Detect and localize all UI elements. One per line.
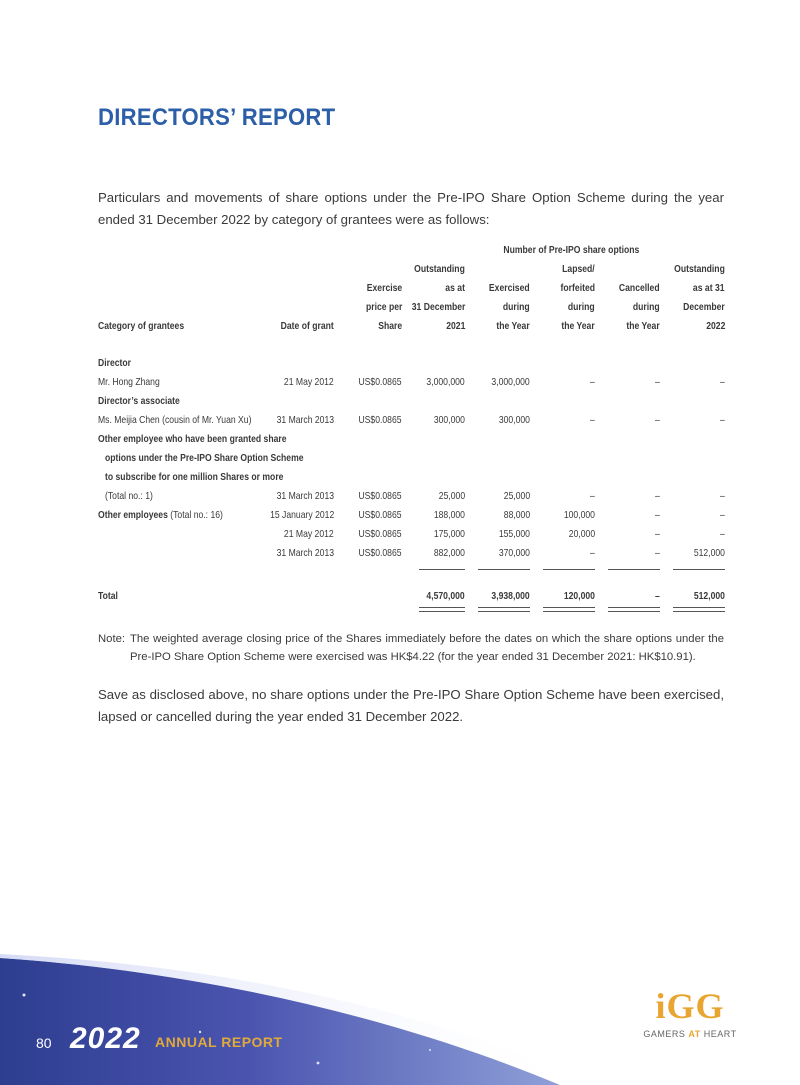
outstanding-end-value: – bbox=[720, 490, 725, 502]
exercise-price: US$0.0865 bbox=[358, 376, 402, 388]
header-cancelled: during bbox=[633, 301, 660, 313]
header-cancelled: the Year bbox=[626, 320, 660, 332]
grant-date: 31 March 2013 bbox=[276, 490, 334, 502]
section-row bbox=[98, 357, 725, 376]
tagline-part: GAMERS bbox=[643, 1029, 689, 1039]
cancelled-value: – bbox=[655, 547, 660, 559]
table-row bbox=[98, 414, 725, 433]
cancelled-value: – bbox=[655, 376, 660, 388]
table-row bbox=[98, 376, 725, 395]
outstanding-end-value: 512,000 bbox=[693, 547, 725, 559]
closing-paragraph: Save as disclosed above, no share options under the Pre-IPO Share Option Scheme have been exercised, lapsed or cancelled during the year ended 31 December 2022. bbox=[98, 687, 724, 724]
total-outstanding-end: 512,000 bbox=[693, 590, 725, 602]
grantee-name: (Total no.: 1) bbox=[105, 490, 153, 502]
logo-wordmark: iGG bbox=[655, 986, 725, 1026]
section-other-employees: Other employees bbox=[98, 509, 168, 521]
outstanding-start-value: 175,000 bbox=[433, 528, 465, 540]
outstanding-start-value: 188,000 bbox=[433, 509, 465, 521]
lapsed-value: 20,000 bbox=[568, 528, 595, 540]
cancelled-value: – bbox=[655, 509, 660, 521]
header-exercised: Exercised bbox=[489, 282, 530, 294]
total-outstanding-start: 4,570,000 bbox=[426, 590, 465, 602]
igg-logo bbox=[638, 985, 742, 1045]
exercise-price: US$0.0865 bbox=[358, 490, 402, 502]
section-director: Director bbox=[98, 357, 132, 369]
exercised-value: 300,000 bbox=[498, 414, 530, 426]
section-director-associate: Director’s associate bbox=[98, 395, 180, 407]
total-double-rule bbox=[608, 607, 660, 612]
lapsed-value: – bbox=[590, 490, 595, 502]
outstanding-end-value: – bbox=[720, 414, 725, 426]
header-lapsed: Lapsed/ bbox=[562, 263, 595, 275]
section-row bbox=[98, 452, 725, 471]
subtotal-rule bbox=[478, 569, 530, 570]
exercised-value: 155,000 bbox=[498, 528, 530, 540]
table-row bbox=[98, 509, 725, 528]
exercise-price: US$0.0865 bbox=[358, 547, 402, 559]
grantee-name: Ms. Meijia Chen (cousin of Mr. Yuan Xu) bbox=[98, 414, 252, 426]
header-outstanding-start: Outstanding bbox=[414, 263, 465, 275]
note-label: Note: bbox=[98, 633, 126, 645]
table-row bbox=[98, 490, 725, 509]
total-double-rule bbox=[543, 607, 595, 612]
group-header: Number of Pre-IPO share options bbox=[503, 244, 640, 256]
header-lapsed: the Year bbox=[561, 320, 595, 332]
header-outstanding-end: December bbox=[683, 301, 725, 313]
exercise-price: US$0.0865 bbox=[358, 414, 402, 426]
grant-date: 21 May 2012 bbox=[284, 376, 334, 388]
exercised-value: 88,000 bbox=[503, 509, 530, 521]
exercised-value: 3,000,000 bbox=[491, 376, 530, 388]
grant-date: 21 May 2012 bbox=[284, 528, 334, 540]
header-category: Category of grantees bbox=[98, 320, 185, 332]
outstanding-end-value: – bbox=[720, 528, 725, 540]
total-double-rule bbox=[478, 607, 530, 612]
header-row-3 bbox=[98, 301, 725, 320]
exercised-value: 25,000 bbox=[503, 490, 530, 502]
section-other-employee: Other employee who have been granted share bbox=[98, 433, 287, 445]
header-exercised: during bbox=[503, 301, 530, 313]
lapsed-value: – bbox=[590, 547, 595, 559]
header-outstanding-start: 2021 bbox=[445, 320, 465, 332]
grant-date: 31 March 2013 bbox=[276, 414, 334, 426]
header-price: Exercise bbox=[366, 282, 402, 294]
group-header-row bbox=[98, 244, 725, 263]
subtotal-rule bbox=[608, 569, 660, 570]
total-lapsed: 120,000 bbox=[563, 590, 595, 602]
subtotal-rule bbox=[419, 569, 465, 570]
lapsed-value: 100,000 bbox=[563, 509, 595, 521]
cancelled-value: – bbox=[655, 414, 660, 426]
header-price: Share bbox=[378, 320, 402, 332]
exercised-value: 370,000 bbox=[498, 547, 530, 559]
page-number: 80 bbox=[36, 1035, 52, 1051]
report-year: 2022 bbox=[70, 1022, 141, 1055]
report-label: ANNUAL REPORT bbox=[155, 1034, 283, 1050]
tagline-part: HEART bbox=[700, 1029, 737, 1039]
header-row-4 bbox=[98, 320, 725, 339]
total-exercised: 3,938,000 bbox=[491, 590, 530, 602]
lapsed-value: – bbox=[590, 414, 595, 426]
header-outstanding-end: 2022 bbox=[705, 320, 725, 332]
lapsed-value: – bbox=[590, 376, 595, 388]
total-label: Total bbox=[98, 590, 118, 602]
cancelled-value: – bbox=[655, 528, 660, 540]
header-row-1 bbox=[98, 263, 725, 282]
header-lapsed: forfeited bbox=[560, 282, 595, 294]
header-lapsed: during bbox=[568, 301, 595, 313]
header-cancelled: Cancelled bbox=[619, 282, 660, 294]
share-options-table bbox=[98, 244, 725, 602]
subtotal-rule bbox=[543, 569, 595, 570]
header-outstanding-start: 31 December bbox=[411, 301, 465, 313]
exercise-price: US$0.0865 bbox=[358, 509, 402, 521]
footnote bbox=[98, 630, 724, 666]
section-row bbox=[98, 395, 725, 414]
header-row-2 bbox=[98, 282, 725, 301]
header-price: price per bbox=[365, 301, 402, 313]
total-cancelled: – bbox=[655, 590, 660, 602]
outstanding-start-value: 882,000 bbox=[433, 547, 465, 559]
grantee-count: (Total no.: 16) bbox=[167, 509, 223, 521]
section-other-employee: to subscribe for one million Shares or more bbox=[105, 471, 284, 483]
section-other-employee: options under the Pre-IPO Share Option Scheme bbox=[105, 452, 304, 464]
table-row bbox=[98, 547, 725, 566]
header-date: Date of grant bbox=[280, 320, 334, 332]
header-exercised: the Year bbox=[496, 320, 530, 332]
subtotal-rule bbox=[673, 569, 725, 570]
outstanding-start-value: 300,000 bbox=[433, 414, 465, 426]
total-double-rule bbox=[419, 607, 465, 612]
outstanding-start-value: 25,000 bbox=[438, 490, 465, 502]
grantee-name bbox=[98, 509, 223, 521]
cancelled-value: – bbox=[655, 490, 660, 502]
note-text: The weighted average closing price of the Shares immediately before the dates on which the share options under the Pre-IPO Share Option Scheme were exercised was HK$4.22 (for the year ended 31 December 2021: HK$10.91). bbox=[130, 633, 724, 663]
outstanding-end-value: – bbox=[720, 376, 725, 388]
logo-tagline bbox=[638, 1029, 742, 1039]
header-outstanding-end: as at 31 bbox=[693, 282, 725, 294]
exercise-price: US$0.0865 bbox=[358, 528, 402, 540]
grant-date: 31 March 2013 bbox=[276, 547, 334, 559]
section-row bbox=[98, 433, 725, 452]
table-row bbox=[98, 528, 725, 547]
outstanding-start-value: 3,000,000 bbox=[426, 376, 465, 388]
grant-date: 15 January 2012 bbox=[269, 509, 334, 521]
tagline-highlight: AT bbox=[688, 1029, 701, 1039]
intro-paragraph: Particulars and movements of share options under the Pre-IPO Share Option Scheme during the year ended 31 December 2022 by category of grantees were as follows: bbox=[98, 190, 724, 227]
total-double-rule bbox=[673, 607, 725, 612]
header-outstanding-end: Outstanding bbox=[674, 263, 725, 275]
outstanding-end-value: – bbox=[720, 509, 725, 521]
page-title: DIRECTORS’ REPORT bbox=[98, 104, 336, 131]
header-outstanding-start: as at bbox=[445, 282, 465, 294]
grantee-name: Mr. Hong Zhang bbox=[98, 376, 160, 388]
section-row bbox=[98, 471, 725, 490]
